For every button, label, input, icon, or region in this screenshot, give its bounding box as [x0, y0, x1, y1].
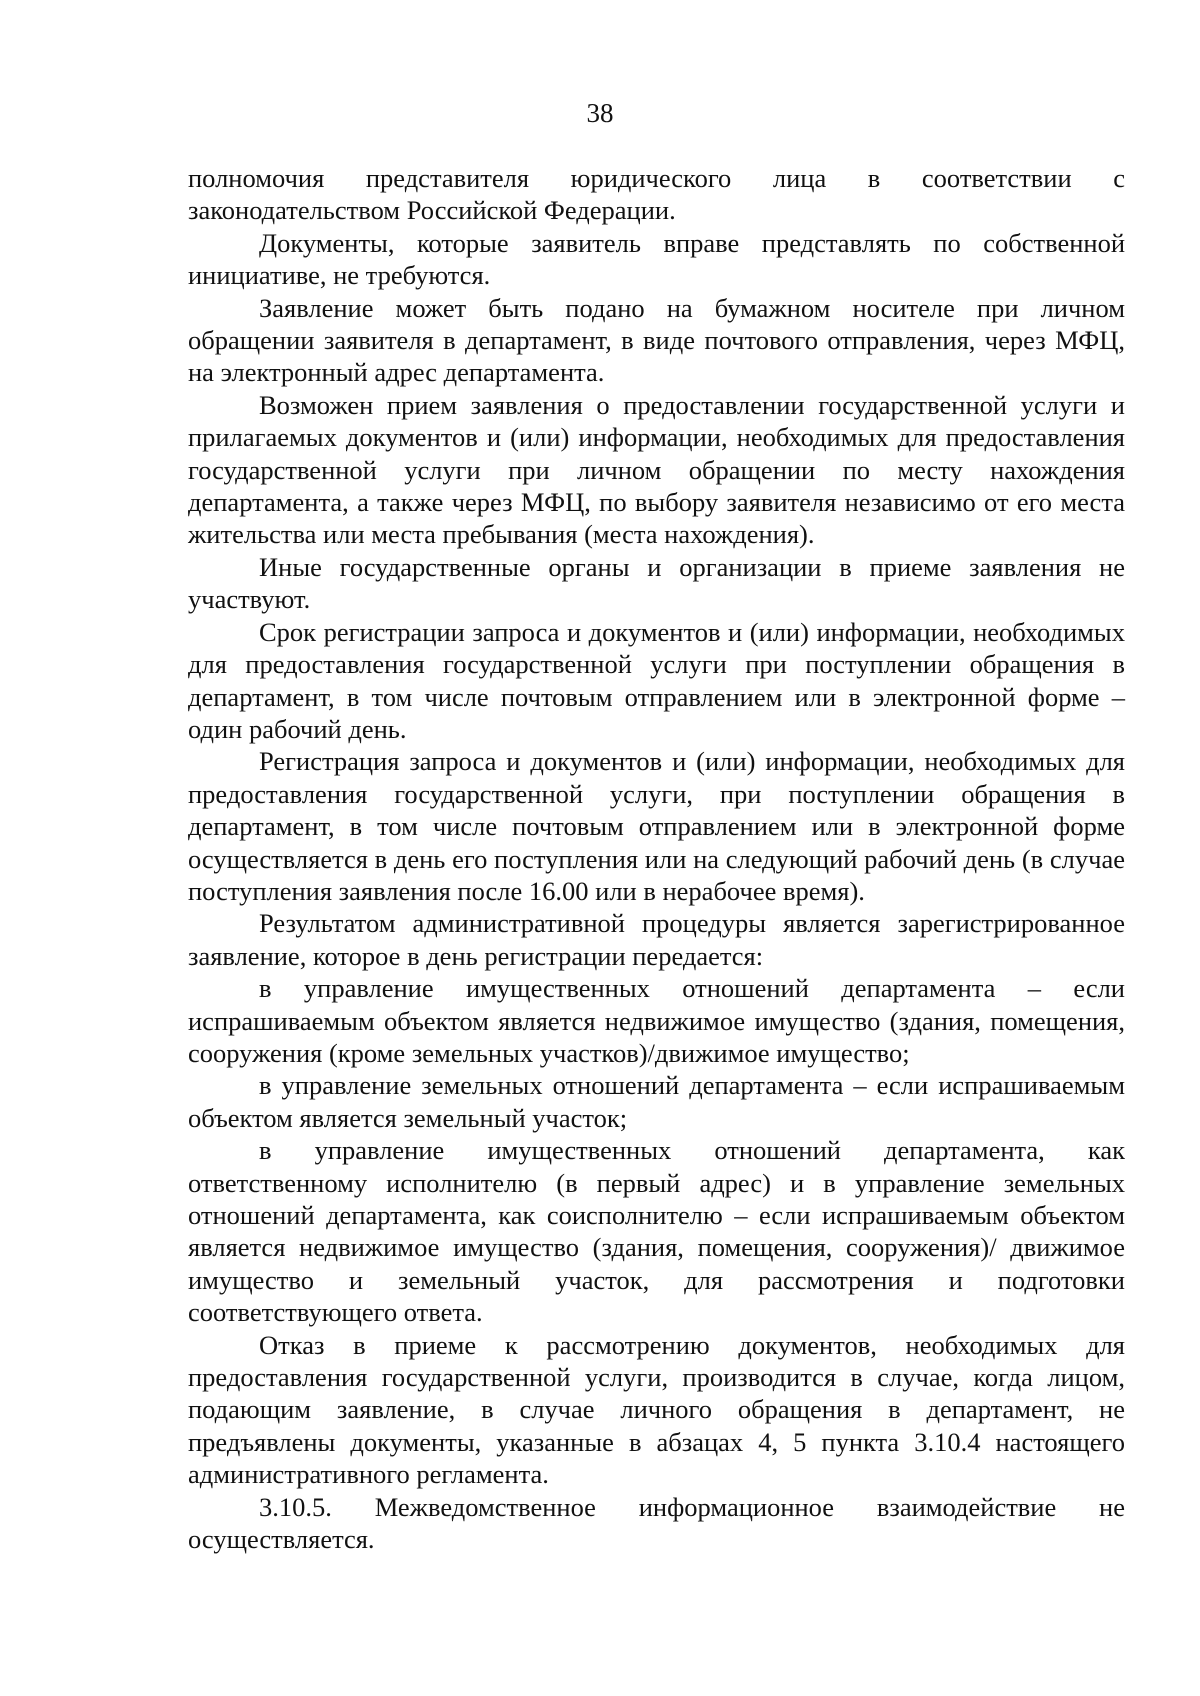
page-number: 38	[586, 98, 614, 128]
paragraph: Документы, которые заявитель вправе представлять по собственной инициативе, не требуются.	[188, 227, 1125, 291]
paragraph: Иные государственные органы и организации в приеме заявления не участвуют.	[188, 551, 1125, 615]
paragraph: в управление имущественных отношений департамента – если испрашиваемым объектом является недвижимое имущество (здания, помещения, сооружения (кроме земельных участков)/движимое имущество;	[188, 973, 1125, 1068]
paragraph: Отказ в приеме к рассмотрению документов, необходимых для предоставления государственной услуги, производится в случае, когда лицом, подающим заявление, в случае личного обращения в департамент, не предъявлены документы, указанные в абзацах 4, 5 пункта 3.10.4 настоящего административного регламента.	[188, 1329, 1125, 1490]
paragraph: в управление земельных отношений департамента – если испрашиваемым объектом является земельный участок;	[188, 1070, 1125, 1133]
paragraph: в управление имущественных отношений департамента, как ответственному исполнителю (в первый адрес) и в управление земельных отношений департамента, как соисполнителю – если испрашиваемым объектом является недвижимое имущество (здания, помещения, сооружения)/ движимое имущество и земельный участок, для рассмотрения и подготовки соответствующего ответа.	[188, 1135, 1125, 1328]
paragraph: полномочия представителя юридического лица в соответствии с законодательством Российской Федерации.	[188, 163, 1125, 226]
paragraph: 3.10.5. Межведомственное информационное взаимодействие не осуществляется.	[188, 1491, 1125, 1555]
paragraph: Заявление может быть подано на бумажном носителе при личном обращении заявителя в департамент, в виде почтового отправления, через МФЦ, на электронный адрес департамента.	[188, 292, 1125, 388]
paragraph: Возможен прием заявления о предоставлении государственной услуги и прилагаемых документов и (или) информации, необходимых для предоставления государственной услуги при личном обращении по месту нахождения департамента, а также через МФЦ, по выбору заявителя независимо от его места жительства или места пребывания (места нахождения).	[188, 389, 1125, 550]
paragraph: Срок регистрации запроса и документов и (или) информации, необходимых для предоставления государственной услуги при поступлении обращения в департамент, в том числе почтовым отправлением или в электронной форме – один рабочий день.	[188, 616, 1125, 744]
document-body	[188, 162, 1125, 1555]
paragraph: Результатом административной процедуры является зарегистрированное заявление, которое в день регистрации передается:	[188, 908, 1125, 971]
paragraph: Регистрация запроса и документов и (или) информации, необходимых для предоставления государственной услуги, при поступлении обращения в департамент, в том числе почтовым отправлением или в электронной форме осуществляется в день его поступления или на следующий рабочий день (в случае поступления заявления после 16.00 или в нерабочее время).	[188, 746, 1125, 906]
